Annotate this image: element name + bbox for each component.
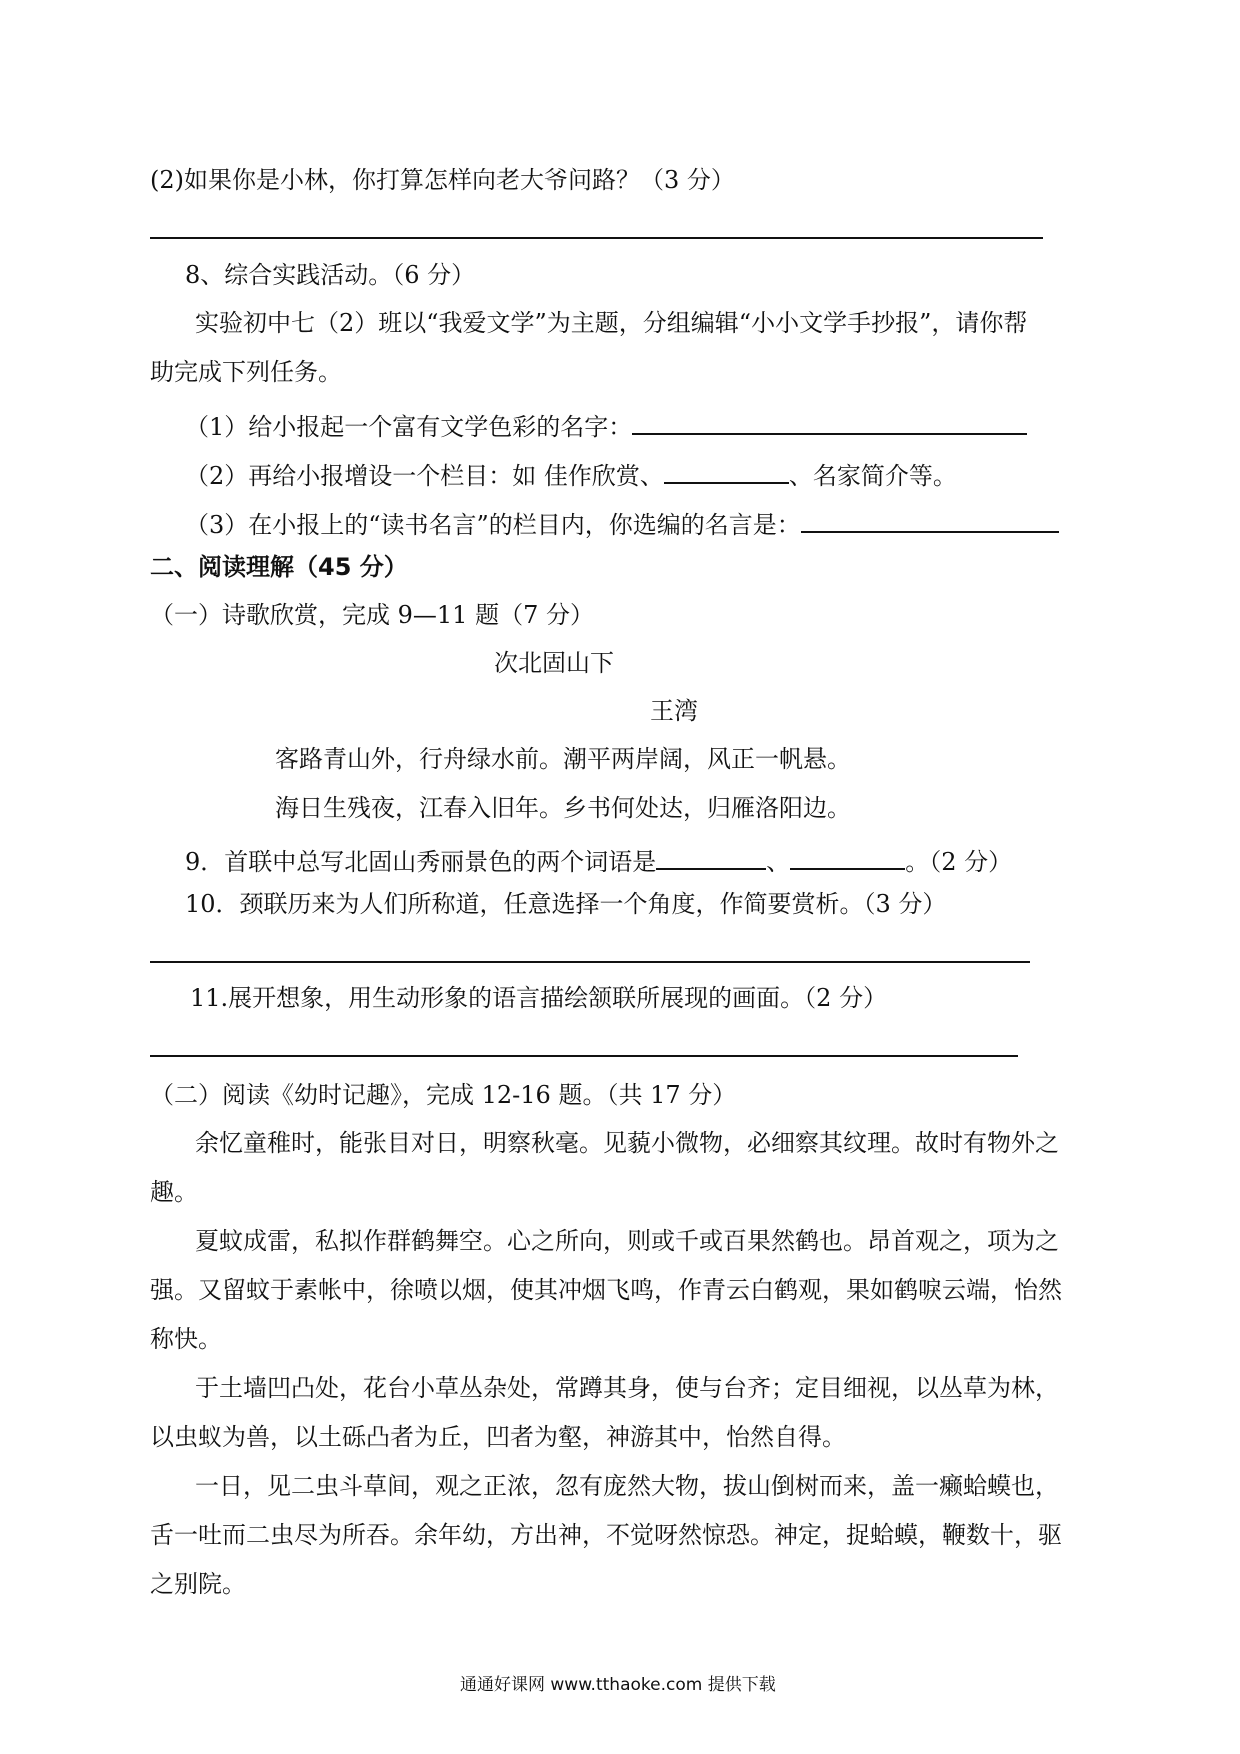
q8-1-blank[interactable]	[632, 409, 1027, 435]
q8-3-label: （3）在小报上的“读书名言”的栏目内，你选编的名言是：	[185, 511, 801, 539]
passage-p3-line2: 以虫蚁为兽，以土砾凸者为丘，凹者为壑，神游其中，怡然自得。	[150, 1423, 846, 1451]
q8-2-text	[185, 458, 957, 488]
passage-p4-line3: 之别院。	[150, 1570, 246, 1598]
q8-1-label: （1）给小报起一个富有文学色彩的名字：	[185, 413, 633, 441]
q7-2-answer-line[interactable]	[150, 237, 1043, 239]
q8-2-label-b: 、名家简介等。	[788, 462, 957, 490]
passage-p4-line2: 舌一吐而二虫尽为所吞。余年幼，方出神，不觉呀然惊恐。神定，捉蛤蟆，鞭数十，驱	[150, 1521, 1062, 1549]
poem-author: 王湾	[650, 697, 698, 725]
part2-title: （二）阅读《幼时记趣》，完成 12-16 题。（共 17 分）	[150, 1081, 737, 1109]
section2-title: 二、阅读理解（45 分）	[150, 553, 408, 581]
passage-p2-line3: 称快。	[150, 1325, 222, 1353]
passage-p1-line1: 余忆童稚时，能张目对日，明察秋毫。见藐小微物，必细察其纹理。故时有物外之	[195, 1129, 1059, 1157]
poem-title: 次北固山下	[494, 649, 614, 677]
q8-title: 8、综合实践活动。（6 分）	[185, 261, 476, 289]
q9-separator: 、	[766, 848, 791, 876]
part1-title: （一）诗歌欣赏，完成 9—11 题（7 分）	[150, 601, 594, 629]
passage-p2-line2: 强。又留蚊于素帐中，徐喷以烟，使其冲烟飞鸣，作青云白鹤观，果如鹤唳云端，怡然	[150, 1276, 1062, 1304]
q11-text: 11.展开想象，用生动形象的语言描绘颔联所展现的画面。（2 分）	[190, 984, 888, 1012]
q9-text	[185, 844, 1012, 874]
q8-intro-line2: 助完成下列任务。	[150, 358, 342, 386]
passage-p1-line2: 趣。	[150, 1178, 198, 1206]
footer-source: 通通好课网 www.tthaoke.com 提供下载	[460, 1675, 776, 1695]
q8-intro-line1: 实验初中七（2）班以“我爱文学”为主题，分组编辑“小小文学手抄报”，请你帮	[195, 309, 1028, 337]
q9-blank-2[interactable]	[790, 844, 905, 870]
passage-p4-line1: 一日，见二虫斗草间，观之正浓，忽有庞然大物，拔山倒树而来，盖一癞蛤蟆也，	[195, 1472, 1059, 1500]
q11-answer-line[interactable]	[150, 1055, 1018, 1057]
q10-text: 10．颈联历来为人们所称道，任意选择一个角度，作简要赏析。（3 分）	[185, 890, 947, 918]
passage-p3-line1: 于土墙凹凸处，花台小草丛杂处，常蹲其身，使与台齐；定目细视，以丛草为林，	[195, 1374, 1059, 1402]
passage-p2-line1: 夏蚊成雷，私拟作群鹤舞空。心之所向，则或千或百果然鹤也。昂首观之，项为之	[195, 1227, 1059, 1255]
q9-label: 9．首联中总写北固山秀丽景色的两个词语是	[185, 848, 657, 876]
q7-2-text: (2)如果你是小林，你打算怎样向老大爷问路？（3 分）	[150, 166, 735, 194]
q9-blank-1[interactable]	[656, 844, 766, 870]
q8-3-text	[185, 507, 1059, 537]
q8-3-blank[interactable]	[801, 507, 1059, 533]
q8-2-label-a: （2）再给小报增设一个栏目：如 佳作欣赏、	[185, 462, 664, 490]
q10-answer-line[interactable]	[150, 961, 1030, 963]
poem-line-2: 海日生残夜，江春入旧年。乡书何处达，归雁洛阳边。	[275, 794, 851, 822]
q9-score: 。（2 分）	[905, 848, 1013, 876]
q8-2-blank[interactable]	[664, 458, 789, 484]
q8-1-text	[185, 409, 1027, 439]
poem-line-1: 客路青山外，行舟绿水前。潮平两岸阔，风正一帆悬。	[275, 745, 851, 773]
